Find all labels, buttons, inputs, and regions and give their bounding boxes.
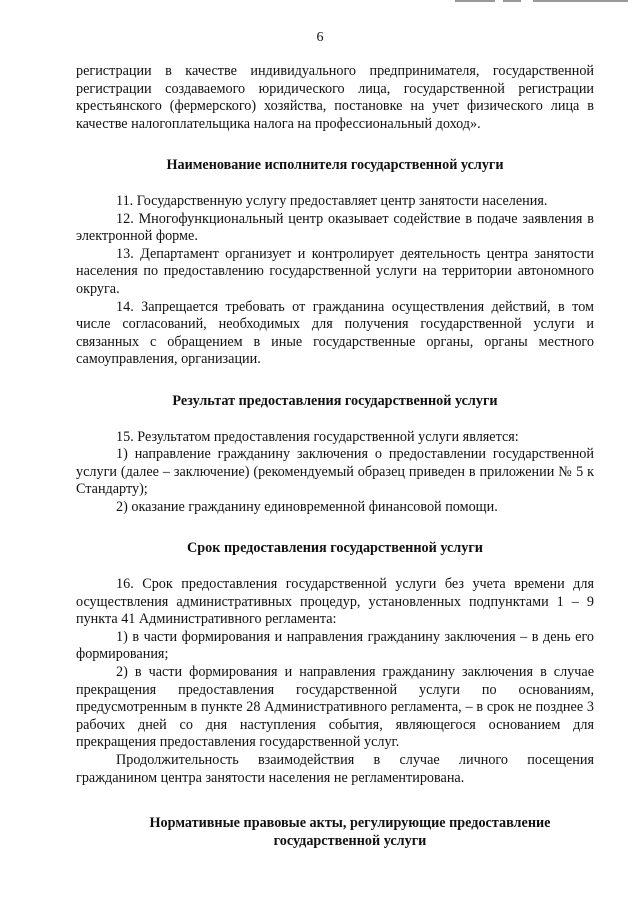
scan-artifact xyxy=(455,0,630,3)
section-heading: Наименование исполнителя государственной услуги xyxy=(166,157,504,174)
paragraph: 15. Результатом предоставления государственной услуги является: xyxy=(116,428,519,445)
document-body xyxy=(76,63,594,868)
section-heading: Срок предоставления государственной услуги xyxy=(187,540,483,557)
paragraph: 11. Государственную услугу предоставляет центр занятости населения. xyxy=(116,192,548,209)
paragraph: 16. Срок предоставления государственной услуги без учета времени для осуществления административных процедур, установленных подпунктами 1 – 9 пункта 41 Административного регламента: xyxy=(76,576,594,628)
section-heading: Нормативные правовые акты, регулирующие предоставление государственной услуги xyxy=(149,815,551,849)
paragraph: 2) в части формирования и направления гражданину заключения в случае прекращения предоставления государственной услуги по основаниям, предусмотренным в пункте 28 Административного регламента, – в срок не позднее 3 рабочих дней со дня наступления события, являющегося основанием для прекращения предоставления государственной услуг. xyxy=(76,664,594,751)
paragraph: 14. Запрещается требовать от гражданина осуществления действий, в том числе согласований, необходимых для получения государственной услуги и связанных с обращением в иные государственные органы, органы местного самоуправления, организации. xyxy=(76,298,594,368)
paragraph: 2) оказание гражданину единовременной финансовой помощи. xyxy=(116,498,498,515)
paragraph: 12. Многофункциональный центр оказывает содействие в подаче заявления в электронной форме. xyxy=(76,210,594,245)
paragraph: 1) в части формирования и направления гражданину заключения – в день его формирования; xyxy=(76,628,594,663)
paragraph: 13. Департамент организует и контролирует деятельность центра занятости населения по предоставлению государственной услуги на территории автономного округа. xyxy=(76,245,594,297)
paragraph: 1) направление гражданину заключения о предоставлении государственной услуги (далее – заключение) (рекомендуемый образец приведен в приложении № 5 к Стандарту); xyxy=(76,446,594,498)
paragraph: регистрации в качестве индивидуального предпринимателя, государственной регистрации создаваемого юридического лица, государственной регистрации крестьянского (фермерского) хозяйства, постановке на учет физического лица в качестве налогоплательщика налога на профессиональный доход». xyxy=(76,63,594,132)
section-heading: Результат предоставления государственной услуги xyxy=(172,392,498,409)
page-number: 6 xyxy=(316,30,324,45)
paragraph: Продолжительность взаимодействия в случае личного посещения гражданином центра занятости населения не регламентирована. xyxy=(76,752,594,786)
